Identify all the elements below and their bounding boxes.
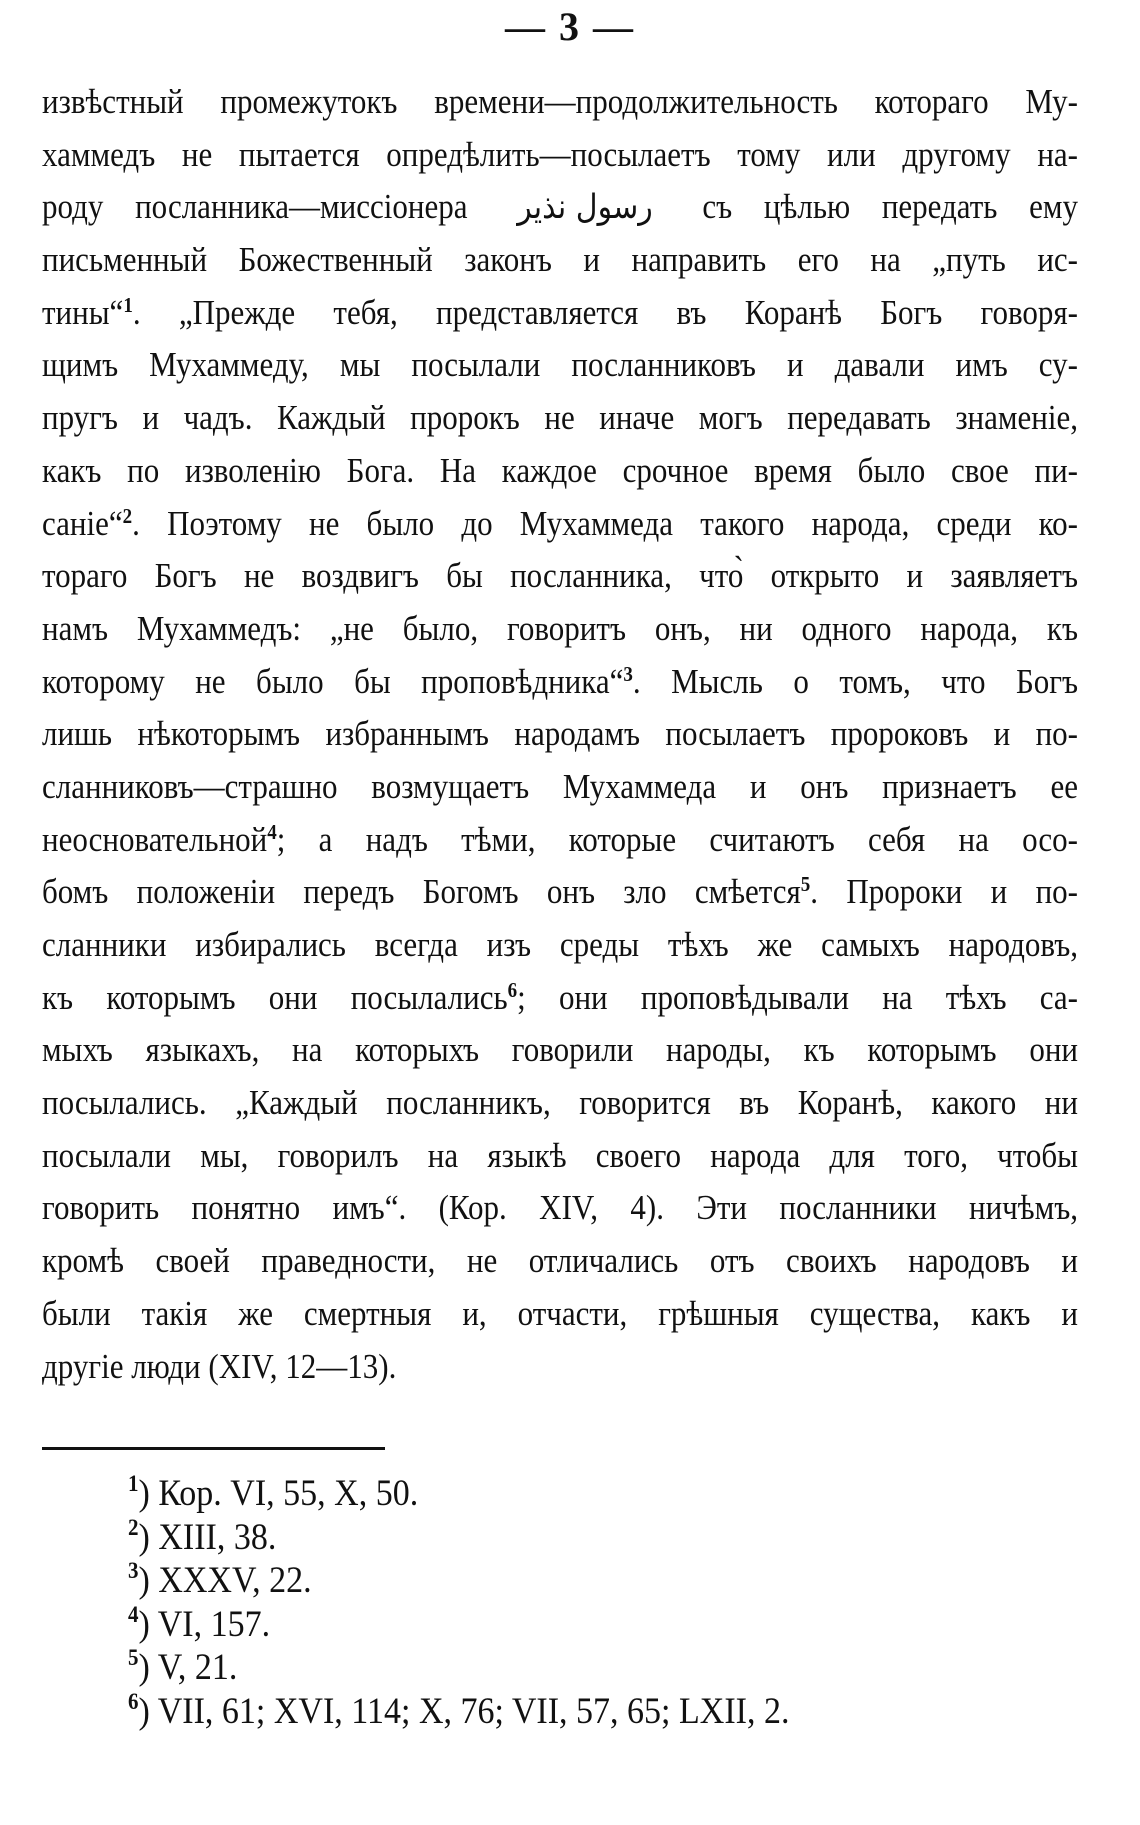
footnote bbox=[128, 1645, 1088, 1692]
footnote-reference: 1 bbox=[123, 293, 133, 318]
text-line: тораго Богъ не воздвигъ бы посланника, что̀ открыто и заявляетъ bbox=[42, 555, 1078, 596]
footnote-text: ) VI, 157. bbox=[138, 1604, 271, 1645]
text-line: какъ по изволенію Бога. На каждое срочное время было свое пи- bbox=[42, 450, 1078, 490]
text-line: пругъ и чадъ. Каждый пророкъ не иначе могъ передавать знаменіе, bbox=[42, 397, 1078, 438]
footnote-reference: 5 bbox=[800, 873, 811, 897]
arabic-phrase: رسول نذير bbox=[517, 188, 653, 228]
text-line bbox=[42, 863, 1078, 922]
footnote-text: ) VII, 61; XVI, 114; X, 76; VII, 57, 65; LXII, 2. bbox=[138, 1691, 790, 1732]
footnote-reference: 4 bbox=[267, 820, 277, 845]
footnote-separator bbox=[42, 1447, 385, 1450]
text-line: посылались. „Каждый посланникъ, говорится въ Коранѣ, какого ни bbox=[42, 1082, 1078, 1123]
footnote bbox=[128, 1688, 1088, 1735]
text-line bbox=[42, 178, 1078, 237]
text-segment: . Мысль о томъ, что Богъ bbox=[632, 661, 1078, 701]
text-segment: . Пророки и по- bbox=[810, 872, 1078, 912]
footnote-marker: 6 bbox=[128, 1688, 139, 1715]
text-line: щимъ Мухаммеду, мы посылали посланниковъ и давали имъ су- bbox=[42, 345, 1078, 385]
text-line: посылали мы, говорилъ на языкѣ своего народа для того, чтобы bbox=[42, 1135, 1078, 1175]
text-line: намъ Мухаммедъ: „не было, говоритъ онъ, ни одного народа, къ bbox=[42, 608, 1078, 648]
text-line: кромѣ своей праведности, не отличались отъ своихъ народовъ и bbox=[42, 1240, 1078, 1281]
text-line: сланники избирались всегда изъ среды тѣхъ же самыхъ народовъ, bbox=[42, 924, 1078, 964]
text-segment: неосновательной bbox=[42, 819, 268, 859]
text-line: лишь нѣкоторымъ избраннымъ народамъ посылаетъ пророковъ и по- bbox=[42, 714, 1078, 754]
text-line: другіе люди (XIV, 12—13). bbox=[42, 1346, 397, 1386]
text-line: мыхъ языкахъ, на которыхъ говорили народы, къ которымъ они bbox=[42, 1030, 1078, 1070]
footnotes bbox=[128, 1472, 1088, 1734]
footnote-text: ) V, 21. bbox=[138, 1647, 238, 1688]
footnote-text: ) XIII, 38. bbox=[138, 1517, 277, 1558]
footnote bbox=[128, 1470, 1088, 1517]
footnote bbox=[128, 1601, 1088, 1648]
footnote-marker: 4 bbox=[128, 1601, 139, 1627]
text-line bbox=[42, 969, 1078, 1028]
text-segment: съ цѣлью передать ему bbox=[702, 187, 1079, 227]
text-segment: ; они проповѣдывали на тѣхъ са- bbox=[517, 977, 1078, 1017]
footnote-marker: 3 bbox=[128, 1557, 139, 1584]
text-line bbox=[42, 652, 1078, 711]
text-segment: . „Прежде тебя, представляется въ Коранѣ Богъ говоря- bbox=[132, 292, 1078, 332]
footnote-reference: 2 bbox=[122, 504, 133, 528]
footnote-marker: 2 bbox=[128, 1513, 139, 1540]
text-line: говорить понятно имъ“. (Кор. XIV, 4). Эти посланники ничѣмъ, bbox=[42, 1188, 1078, 1228]
text-segment: бомъ положеніи передъ Богомъ онъ зло смѣется bbox=[42, 872, 801, 912]
footnote-marker: 5 bbox=[128, 1644, 139, 1671]
text-segment: роду посланника—миссіонера bbox=[42, 187, 468, 227]
text-line: письменный Божественный законъ и направить его на „путь ис- bbox=[42, 239, 1078, 280]
body-text bbox=[42, 76, 1078, 1393]
footnote-text: ) Кор. VI, 55, X, 50. bbox=[138, 1473, 419, 1514]
footnote-reference: 3 bbox=[623, 662, 633, 687]
text-segment: саніе“ bbox=[42, 503, 123, 543]
text-line bbox=[42, 494, 1078, 553]
text-segment: тины“ bbox=[42, 292, 124, 332]
footnote bbox=[128, 1557, 1088, 1604]
text-line bbox=[42, 810, 1078, 869]
text-line: хаммедъ не пытается опредѣлить—посылаетъ тому или другому на- bbox=[42, 134, 1078, 174]
text-line: были такія же смертныя и, отчасти, грѣшныя существа, какъ и bbox=[42, 1293, 1078, 1333]
text-segment: ; а надъ тѣми, которые считаютъ себя на осо- bbox=[276, 819, 1078, 859]
footnote-reference: 6 bbox=[507, 978, 518, 1003]
text-segment: . Поэтому не было до Мухаммеда такого народа, среди ко- bbox=[132, 503, 1078, 543]
footnote bbox=[128, 1514, 1088, 1561]
footnote-text: ) XXXV, 22. bbox=[138, 1560, 312, 1601]
text-line: извѣстный промежутокъ времени—продолжительность котораго Му- bbox=[42, 81, 1078, 121]
text-segment: къ которымъ они посылались bbox=[42, 977, 508, 1017]
text-line: сланниковъ—страшно возмущаетъ Мухаммеда и онъ признаетъ ее bbox=[42, 766, 1078, 806]
text-line bbox=[42, 284, 1078, 343]
page-number: — 3 — bbox=[505, 4, 635, 49]
text-segment: которому не было бы проповѣдника“ bbox=[42, 661, 624, 701]
footnote-marker: 1 bbox=[128, 1470, 139, 1497]
